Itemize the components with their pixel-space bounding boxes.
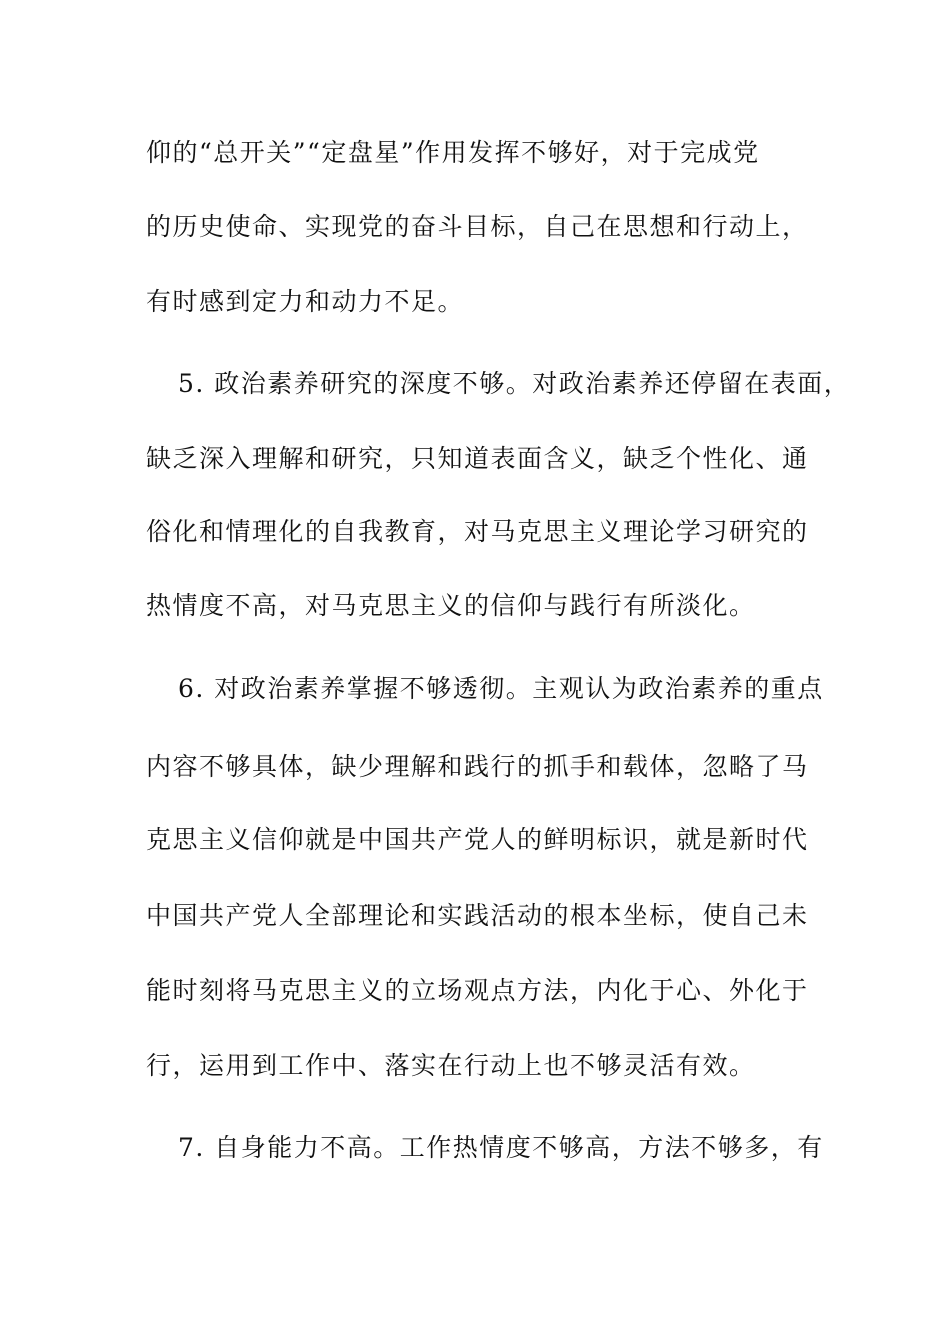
text-line: 能时刻将马克思主义的立场观点方法，内化于心、外化于	[146, 976, 809, 1005]
text-line: 有时感到定力和动力不足。	[146, 287, 465, 316]
text-line: 的历史使命、实现党的奋斗目标，自己在思想和行动上，	[146, 212, 809, 241]
text-line: 缺乏深入理解和研究，只知道表面含义，缺乏个性化、通	[146, 444, 809, 473]
text-line: 行，运用到工作中、落实在行动上也不够灵活有效。	[146, 1051, 756, 1080]
text-line: 内容不够具体，缺少理解和践行的抓手和载体，忽略了马	[146, 752, 809, 781]
text-line: 克思主义信仰就是中国共产党人的鲜明标识，就是新时代	[146, 825, 809, 854]
paragraph-7-first-line: 7. 自身能力不高。工作热情度不够高，方法不够多，有	[178, 1133, 824, 1162]
paragraph-6-first-line: 6. 对政治素养掌握不够透彻。主观认为政治素养的重点	[178, 674, 824, 703]
text-line: 俗化和情理化的自我教育，对马克思主义理论学习研究的	[146, 517, 809, 546]
text-line: 仰的“总开关”“定盘星”作用发挥不够好，对于完成党	[146, 138, 760, 167]
text-line: 中国共产党人全部理论和实践活动的根本坐标，使自己未	[146, 901, 809, 930]
text-line: 热情度不高，对马克思主义的信仰与践行有所淡化。	[146, 591, 756, 620]
paragraph-5-first-line: 5. 政治素养研究的深度不够。对政治素养还停留在表面，	[178, 369, 851, 398]
